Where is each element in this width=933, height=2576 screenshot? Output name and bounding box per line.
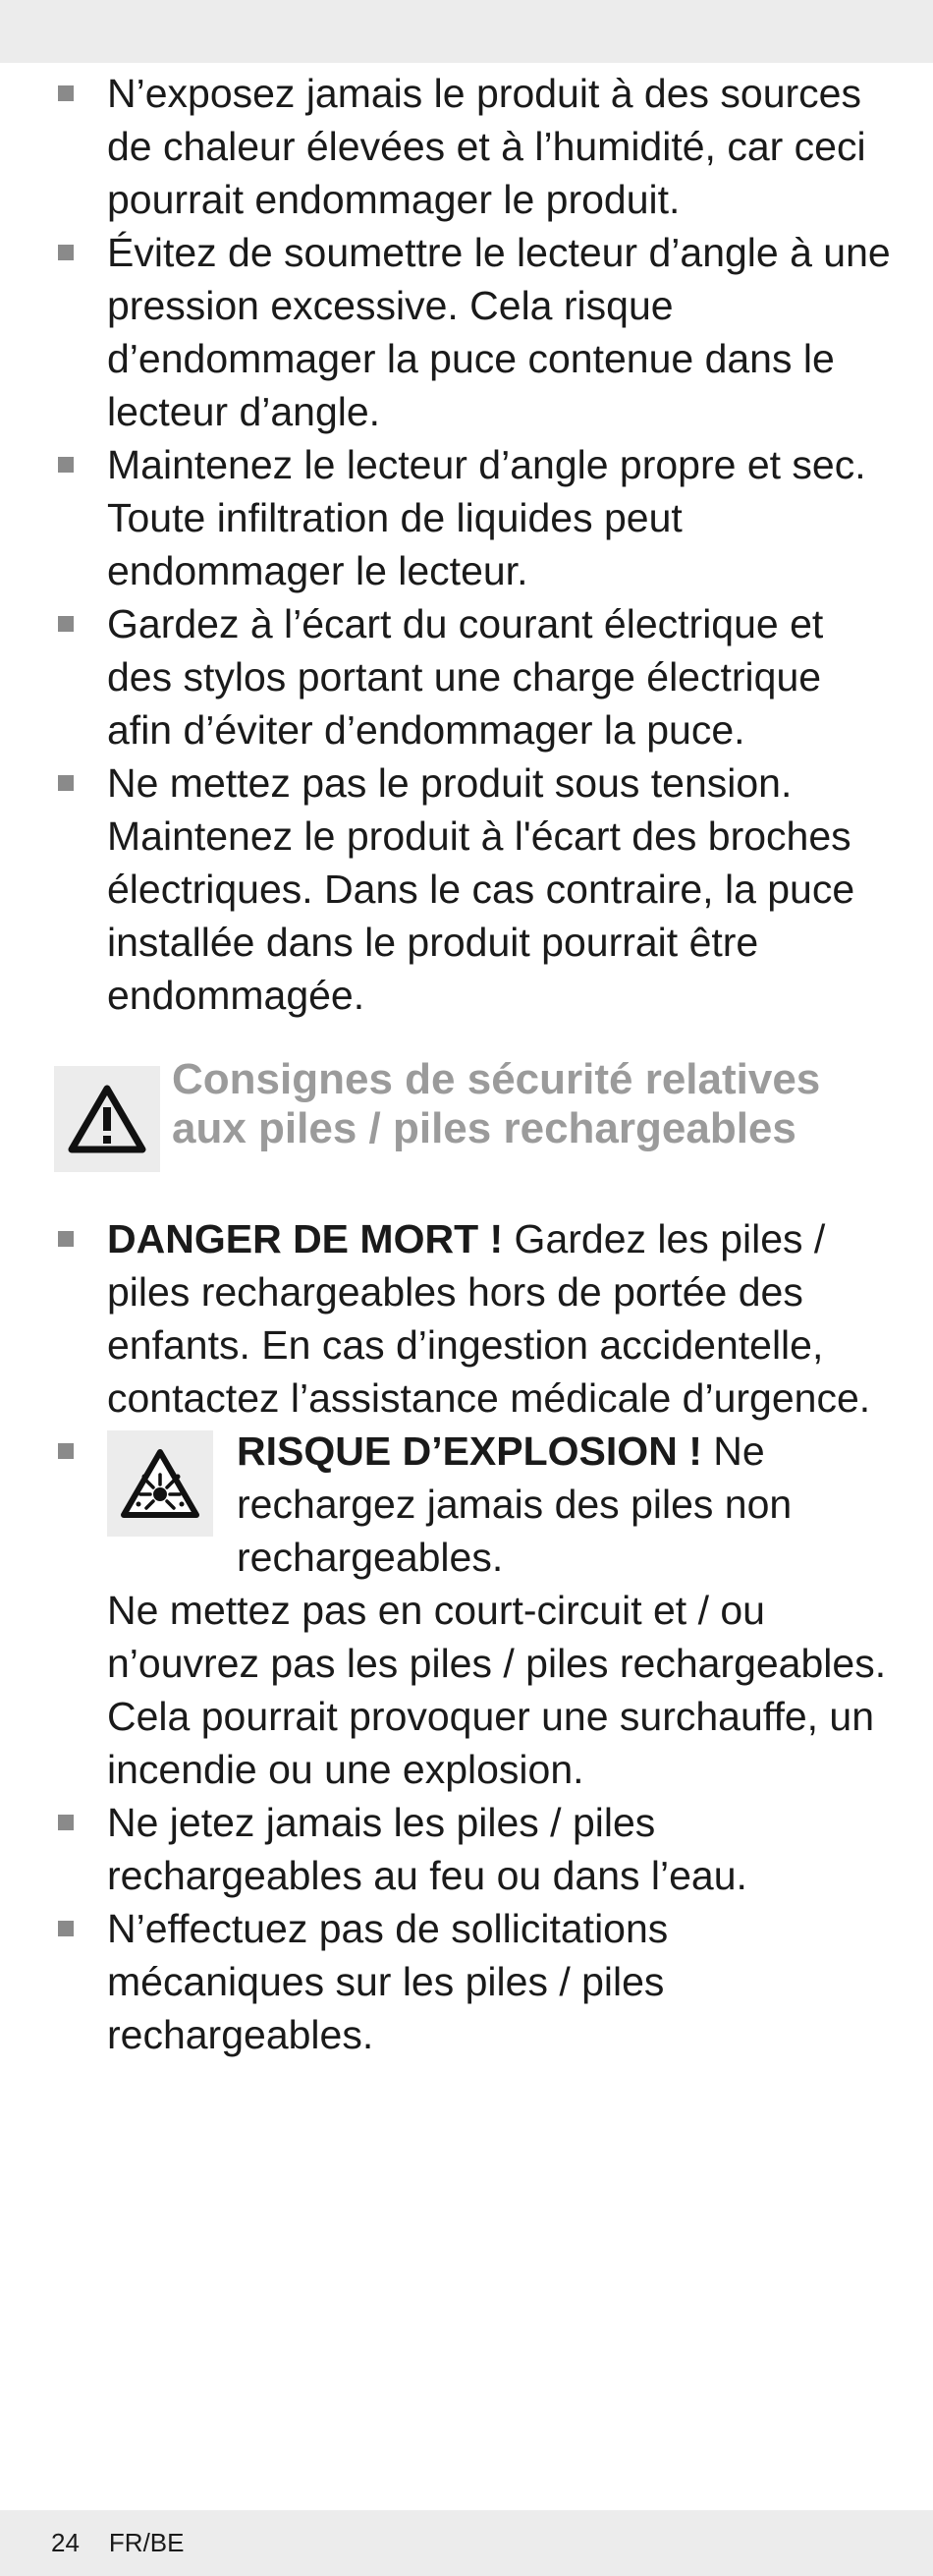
page-footer [51, 2510, 185, 2576]
bullet-square [58, 616, 74, 632]
page-content [0, 67, 933, 2061]
list-item [0, 756, 933, 1022]
bullet-square [58, 245, 74, 260]
explosion-hazard-icon [107, 1430, 213, 1537]
list-item [0, 226, 933, 438]
page-number: 24 [51, 2528, 80, 2557]
list-item-text: Évitez de soumettre le lecteur d’angle à une pression excessive. Cela risque d’endommager la puce contenue dans le lecteur d’angle. [107, 230, 891, 434]
explosion-warning [107, 1425, 894, 1584]
list-item [0, 1796, 933, 1902]
locale-code: FR/BE [108, 2528, 185, 2557]
list-item-text: N’effectuez pas de sollicitations mécaniques sur les piles / piles rechargeables. [107, 1906, 669, 2057]
list-item [0, 1902, 933, 2061]
header-band [0, 0, 933, 63]
warning-triangle-icon [54, 1066, 160, 1172]
explosion-text-block [107, 1425, 894, 1584]
list-item-text: Ne mettez pas le produit sous tension. Maintenez le produit à l'écart des broches électriques. Dans le cas contraire, la puce installée dans le produit pourrait être endommagée. [107, 760, 855, 1018]
list-item-text: Maintenez le lecteur d’angle propre et sec. Toute infiltration de liquides peut endommager le lecteur. [107, 442, 866, 593]
bullet-square [58, 1815, 74, 1830]
bullet-square [58, 85, 74, 101]
list-item [0, 438, 933, 597]
bullet-square [58, 1921, 74, 1936]
list-item [0, 597, 933, 756]
list-item [0, 1425, 933, 1796]
list-item-text: Gardez à l’écart du courant électrique et des stylos portant une charge électrique afin d’éviter d’endommager la puce. [107, 601, 824, 753]
bullet-square [58, 1231, 74, 1247]
list-item-text: Ne jetez jamais les piles / piles rechargeables au feu ou dans l’eau. [107, 1800, 747, 1898]
bullet-square [58, 775, 74, 791]
explosion-continuation: Ne mettez pas en court-circuit et / ou n’ouvrez pas les piles / piles rechargeables. Cela pourrait provoquer une surchauffe, un incendie ou une explosion. [107, 1588, 887, 1792]
list-item [0, 1212, 933, 1425]
bullet-square [58, 457, 74, 473]
battery-safety-heading [0, 1055, 933, 1212]
explosion-text: Ne rechargez jamais des piles non rechargeables. [237, 1428, 793, 1580]
section-heading: Consignes de sécurité relatives aux piles / piles rechargeables [172, 1055, 821, 1152]
list-item-text: N’exposez jamais le produit à des sources de chaleur élevées et à l’humidité, car ceci pourrait endommager le produit. [107, 71, 866, 222]
bullet-square [58, 1443, 74, 1459]
list-item [0, 67, 933, 226]
danger-text: Gardez les piles / piles rechargeables hors de portée des enfants. En cas d’ingestion accidentelle, contactez l’assistance médicale d’urgence. [107, 1216, 871, 1421]
explosion-label: RISQUE D’EXPLOSION ! [237, 1428, 702, 1474]
danger-label: DANGER DE MORT ! [107, 1216, 504, 1261]
